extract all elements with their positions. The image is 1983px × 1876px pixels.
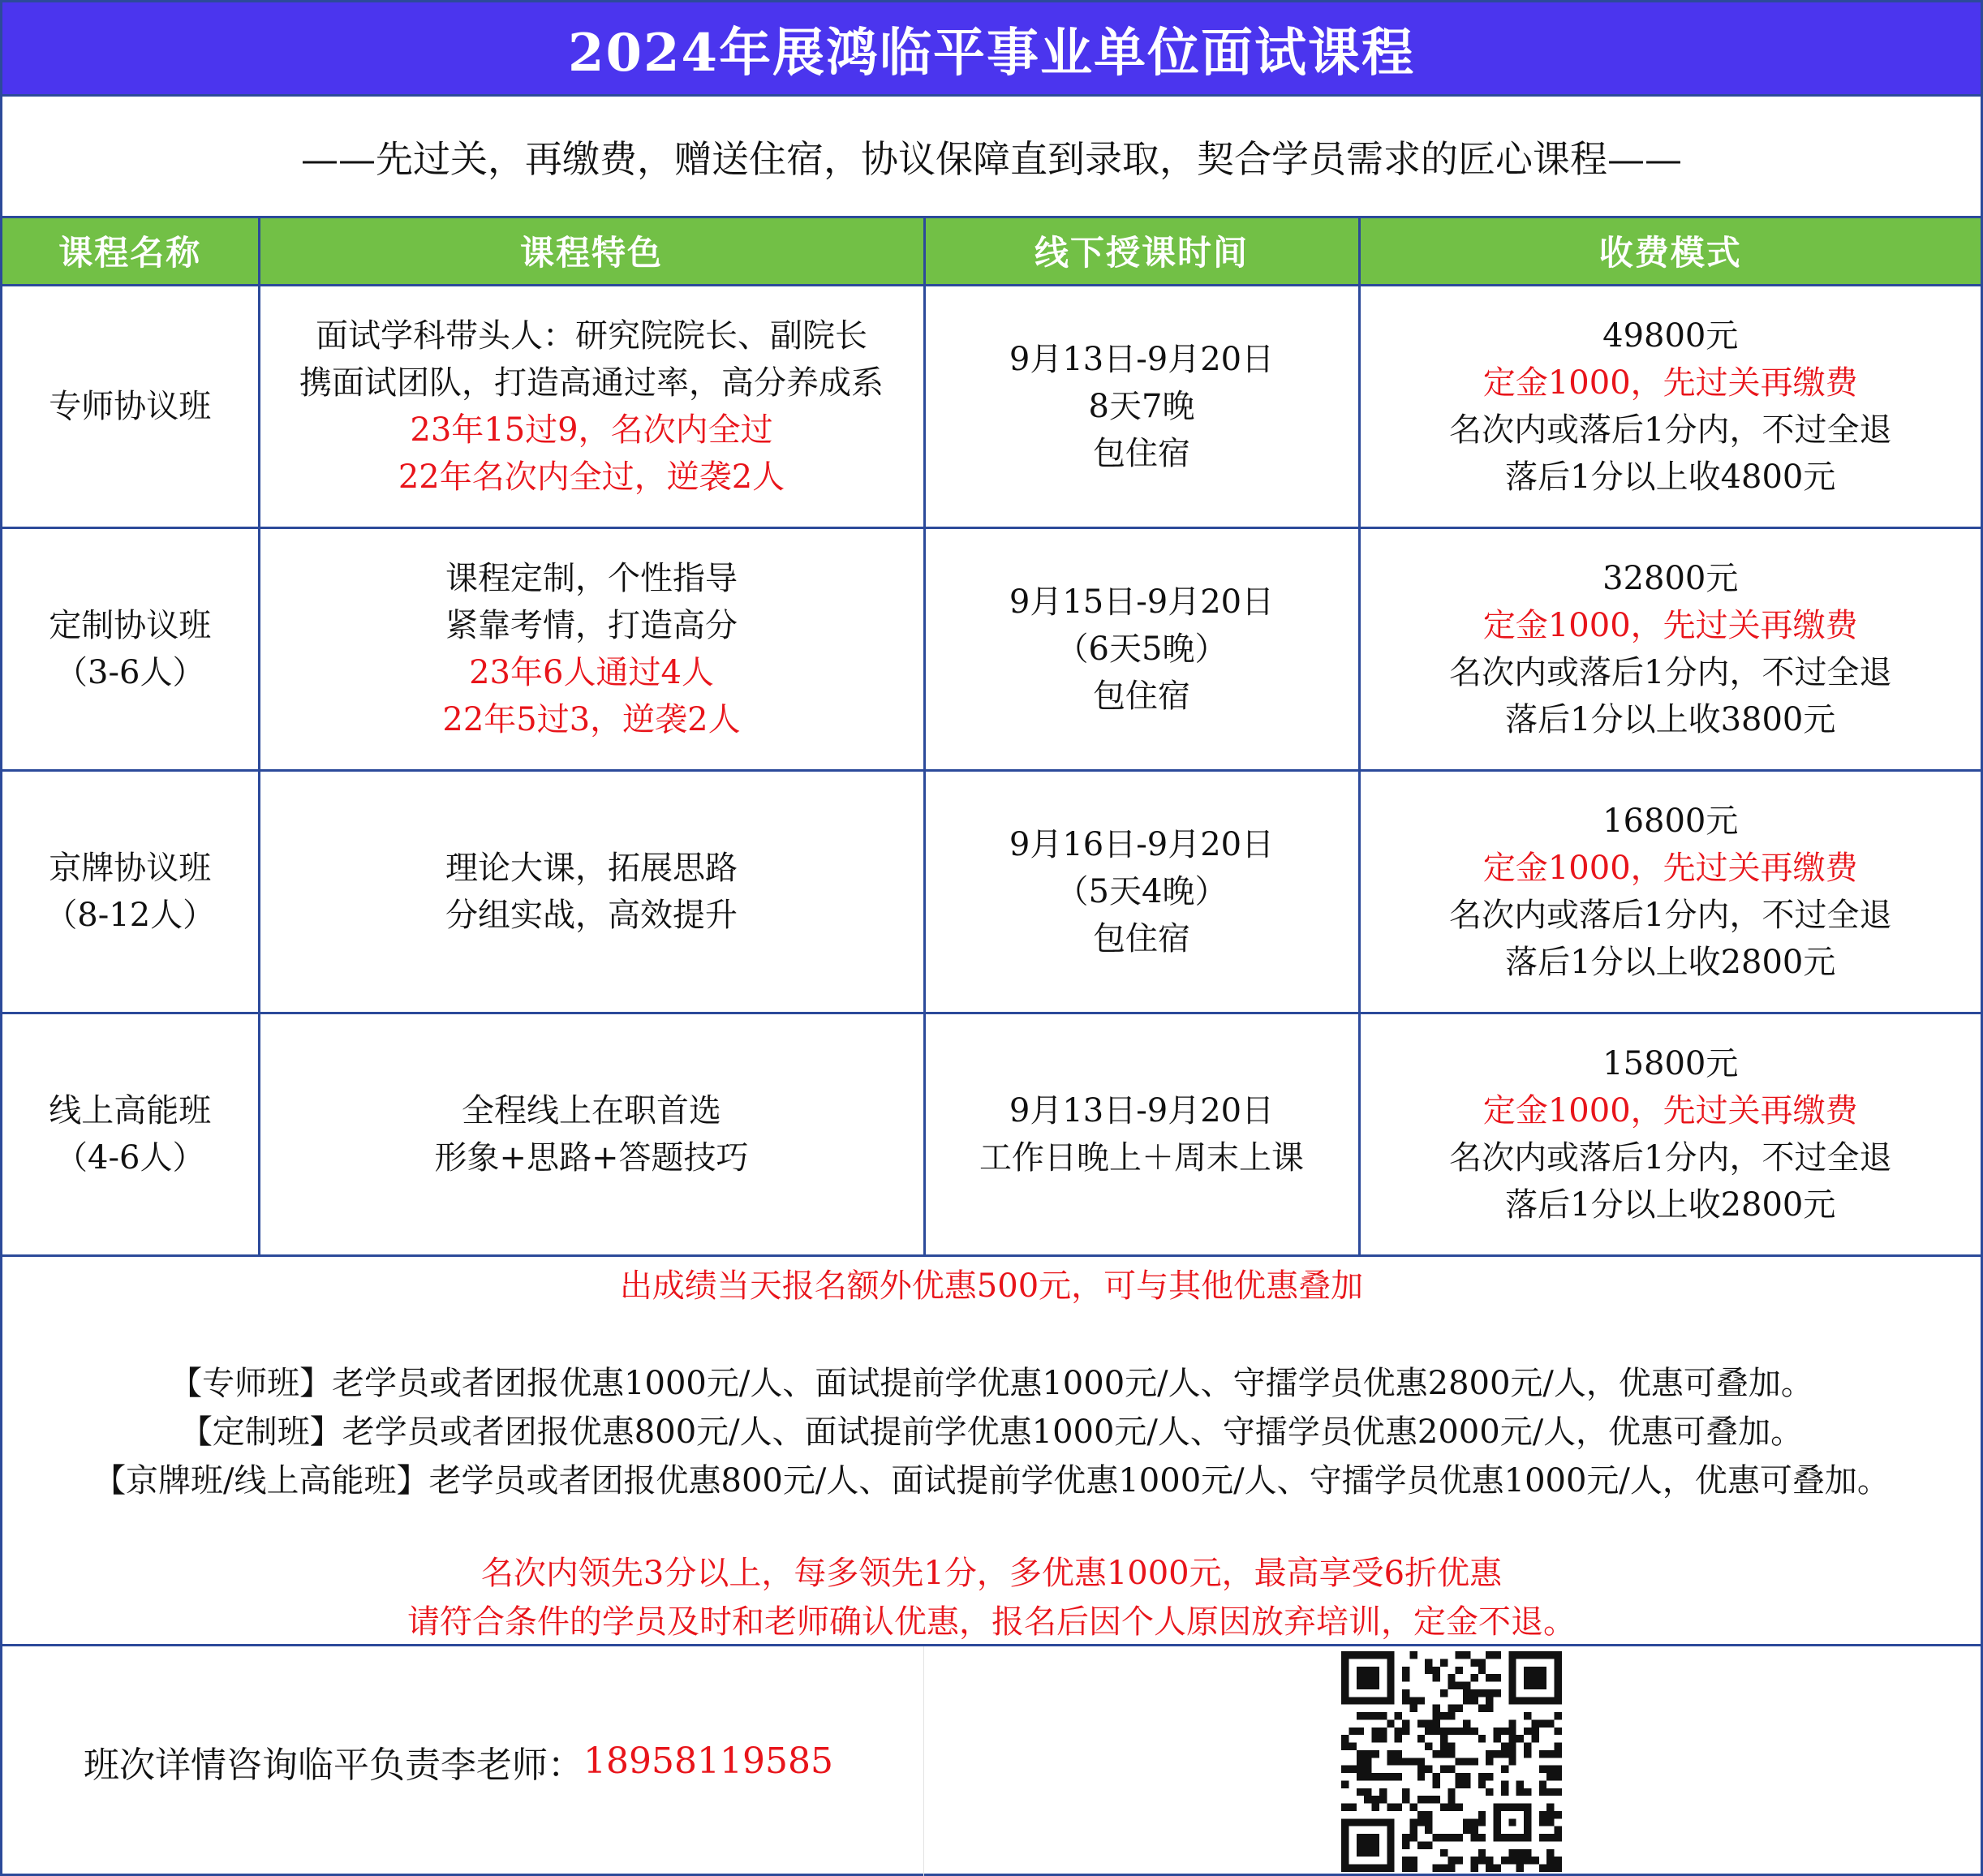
fee-charge: 落后1分以上收2800元 — [1505, 943, 1836, 981]
course-name-cell — [2, 770, 259, 1013]
fee-deposit: 定金1000，先过关再缴费 — [1482, 849, 1858, 887]
feature-line: 携面试团队，打造高通过率，高分养成系 — [299, 364, 884, 402]
time-range: 9月15日-9月20日 — [1009, 583, 1275, 621]
time-lodging: 包住宿 — [1093, 434, 1190, 472]
discount-line-zhuanshi: 【专师班】老学员或者团报优惠1000元/人、面试提前学优惠1000元/人、守擂学员优惠2800元/人，优惠可叠加。 — [170, 1365, 1813, 1402]
discount-notes — [2, 1257, 1981, 1646]
fee-deposit: 定金1000，先过关再缴费 — [1482, 606, 1858, 644]
table-row — [2, 770, 1981, 1013]
course-size: （4-6人） — [55, 1138, 205, 1177]
course-name-cell — [2, 527, 259, 770]
fee-refund: 名次内或落后1分内，不过全退 — [1449, 1138, 1892, 1177]
course-size: （3-6人） — [55, 653, 205, 691]
contact-label: 班次详情咨询临平负责李老师： — [84, 1744, 583, 1786]
fee-price: 16800元 — [1602, 802, 1739, 840]
course-name: 京牌协议班 — [49, 849, 212, 887]
feature-line: 全程线上在职首选 — [462, 1091, 721, 1129]
features-cell — [259, 285, 924, 527]
header-offline-time: 线下授课时间 — [924, 218, 1359, 285]
page-subtitle: ——先过关，再缴费，赠送住宿，协议保障直到录取，契合学员需求的匠心课程—— — [2, 97, 1981, 218]
feature-line: 分组实战，高效提升 — [445, 896, 738, 934]
feature-line: 课程定制，个性指导 — [445, 559, 738, 597]
time-schedule: 工作日晚上＋周末上课 — [979, 1138, 1304, 1177]
fee-refund: 名次内或落后1分内，不过全退 — [1449, 896, 1892, 934]
time-duration: （6天5晚） — [1056, 630, 1228, 668]
contact-phone[interactable]: 18958119585 — [583, 1740, 833, 1782]
feature-highlight: 23年6人通过4人 — [469, 653, 714, 691]
fee-cell — [1359, 285, 1981, 527]
header-course-features: 课程特色 — [259, 218, 924, 285]
table-row — [2, 285, 1981, 527]
feature-line: 理论大课，拓展思路 — [445, 849, 738, 887]
time-range: 9月16日-9月20日 — [1009, 825, 1275, 863]
course-name-cell — [2, 285, 259, 527]
fee-charge: 落后1分以上收3800元 — [1505, 700, 1836, 738]
fee-refund: 名次内或落后1分内，不过全退 — [1449, 411, 1892, 449]
feature-line: 形象+思路+答题技巧 — [434, 1138, 749, 1177]
time-lodging: 包住宿 — [1093, 919, 1190, 957]
fee-refund: 名次内或落后1分内，不过全退 — [1449, 653, 1892, 691]
feature-highlight: 22年5过3，逆袭2人 — [442, 700, 741, 738]
fee-deposit: 定金1000，先过关再缴费 — [1482, 364, 1858, 402]
fee-deposit: 定金1000，先过关再缴费 — [1482, 1091, 1858, 1129]
time-cell — [924, 285, 1359, 527]
time-cell — [924, 770, 1359, 1013]
fee-cell — [1359, 527, 1981, 770]
confirm-notice: 请符合条件的学员及时和老师确认优惠，报名后因个人原因放弃培训，定金不退。 — [407, 1603, 1576, 1641]
time-range: 9月13日-9月20日 — [1009, 1091, 1275, 1129]
feature-line: 面试学科带头人：研究院院长、副院长 — [316, 316, 867, 355]
header-fee-mode: 收费模式 — [1359, 218, 1981, 285]
feature-line: 紧靠考情，打造高分 — [445, 606, 738, 644]
discount-line-jingpai: 【京牌班/线上高能班】老学员或者团报优惠800元/人、面试提前学优惠1000元/人、守擂学员优惠1000元/人，优惠可叠加。 — [93, 1462, 1890, 1500]
fee-cell — [1359, 770, 1981, 1013]
fee-price: 49800元 — [1602, 316, 1739, 355]
features-cell — [259, 770, 924, 1013]
time-lodging: 包住宿 — [1093, 677, 1190, 715]
feature-highlight: 22年名次内全过，逆袭2人 — [398, 458, 785, 496]
course-table — [2, 218, 1981, 1257]
page-title: 2024年展鸿临平事业单位面试课程 — [2, 2, 1981, 97]
fee-cell — [1359, 1013, 1981, 1255]
qr-area — [924, 1646, 1981, 1876]
discount-line-dingzhi: 【定制班】老学员或者团报优惠800元/人、面试提前学优惠1000元/人、守擂学员优惠2000元/人，优惠可叠加。 — [179, 1413, 1804, 1451]
time-duration: （5天4晚） — [1056, 872, 1228, 910]
time-cell — [924, 527, 1359, 770]
course-name: 专师协议班 — [49, 387, 212, 425]
feature-highlight: 23年15过9，名次内全过 — [410, 411, 773, 449]
course-size: （8-12人） — [45, 896, 216, 934]
table-row — [2, 1013, 1981, 1255]
time-cell — [924, 1013, 1359, 1255]
score-day-discount: 出成绩当天报名额外优惠500元，可与其他优惠叠加 — [619, 1267, 1364, 1305]
course-name: 线上高能班 — [49, 1091, 212, 1129]
header-course-name: 课程名称 — [2, 218, 259, 285]
time-duration: 8天7晚 — [1088, 387, 1195, 425]
table-row — [2, 527, 1981, 770]
qr-code-icon[interactable] — [1341, 1651, 1562, 1872]
time-range: 9月13日-9月20日 — [1009, 340, 1275, 378]
fee-price: 32800元 — [1602, 559, 1739, 597]
fee-charge: 落后1分以上收4800元 — [1505, 458, 1836, 496]
course-name-cell — [2, 1013, 259, 1255]
features-cell — [259, 527, 924, 770]
lead-discount: 名次内领先3分以上，每多领先1分，多优惠1000元，最高享受6折优惠 — [480, 1555, 1503, 1592]
fee-price: 15800元 — [1602, 1044, 1739, 1082]
table-header-row — [2, 218, 1981, 285]
fee-charge: 落后1分以上收2800元 — [1505, 1185, 1836, 1224]
contact-info — [2, 1646, 924, 1876]
course-name: 定制协议班 — [49, 606, 212, 644]
features-cell — [259, 1013, 924, 1255]
